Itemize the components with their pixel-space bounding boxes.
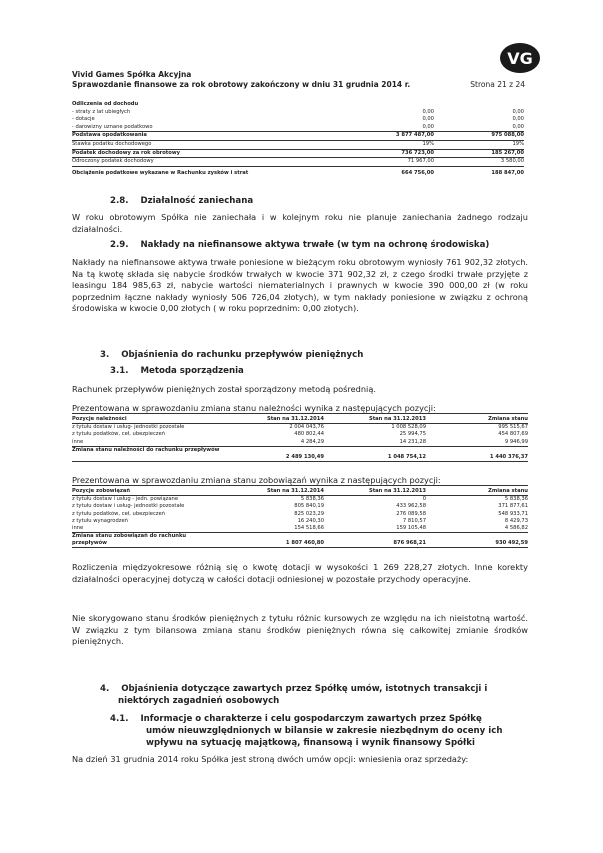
vivid-games-logo: [498, 41, 542, 75]
company-name: Vivid Games Spółka Akcyjna: [72, 70, 192, 79]
liabilities-cell: z tytułu dostaw i usług- jednostki pozostałe: [72, 503, 185, 510]
receivables-row: [72, 424, 528, 431]
liabilities-cell: 1 807 460,80: [285, 540, 324, 547]
liabilities-row: [72, 488, 528, 496]
options-text: Na dzień 31 grudnia 2014 roku Spółka jest stroną dwóch umów opcji: wniesienia oraz sprzedaży:: [72, 754, 469, 764]
grant-difference-text: Rozliczenia międzyokresowe różnią się o kwotę dotacji w wysokości 1 269 228,27 złotych. Inne korekty działalności operacyjnej dotyczą w całości dotacji odniesionej w pozostałe przychody operacyjne.: [72, 562, 528, 584]
tax-table-cell: - straty z lat ubiegłych: [72, 108, 131, 115]
liabilities-cell: 4 586,82: [504, 524, 528, 531]
liabilities-row: [72, 518, 528, 525]
receivables-cell: inne: [72, 438, 84, 445]
liabilities-cell: 7 810,57: [402, 517, 426, 524]
tax-table-row: [72, 124, 524, 133]
liabilities-row: [72, 525, 528, 532]
tax-table-row: [72, 158, 524, 167]
tax-table-cell: 0,00: [512, 108, 524, 115]
section-4-1-heading: [110, 714, 482, 724]
tax-table-row: [72, 101, 524, 109]
tax-table-cell: Obciążenie podatkowe wykazane w Rachunku zysków i strat: [72, 169, 249, 176]
liabilities-cell: 548 933,71: [498, 510, 528, 517]
receivables-cell: 2 489 130,49: [285, 453, 324, 460]
tax-table-row: [72, 167, 524, 180]
liabilities-cell: Zmiana stanu: [488, 488, 528, 494]
section-number: 3.1.: [110, 366, 129, 376]
tax-table-cell: 19%: [512, 140, 524, 147]
tax-table-cell: 3 580,00: [500, 158, 524, 165]
section-number: 2.8.: [110, 196, 129, 206]
section-title: Nakłady na niefinansowe aktywa trwałe (w tym na ochronę środowiska): [140, 240, 490, 250]
liabilities-cell: 433 962,58: [396, 503, 426, 510]
receivables-cell: 25 994,75: [399, 431, 426, 438]
receivables-row: [72, 446, 528, 462]
liabilities-cell: z tytułu wynagrodzeń: [72, 517, 128, 524]
tax-table: [72, 101, 524, 180]
tax-table-cell: 736 723,00: [401, 149, 434, 156]
liabilities-cell: 5 838,36: [300, 496, 324, 503]
liabilities-cell: 154 518,66: [294, 524, 324, 531]
receivables-row: [72, 439, 528, 446]
liabilities-cell: Stan na 31.12.2013: [368, 488, 426, 494]
tax-table-cell: Podstawa opodatkowania: [72, 132, 147, 139]
report-subtitle: Sprawozdanie finansowe za rok obrotowy zakończony w dniu 31 grudnia 2014 r.: [72, 80, 411, 89]
tax-table-cell: [446, 101, 524, 109]
tax-table-cell: Podatek dochodowy za rok obrotowy: [72, 149, 181, 156]
section-4-1-heading-line2: umów nieuwzględnionych w bilansie w zakresie niezbędnym do oceny ich: [146, 726, 503, 736]
liabilities-cell: z tytułu podatków, ceł, ubezpieczeń: [72, 510, 166, 517]
receivables-cell: Pozycje należności: [72, 416, 127, 422]
liabilities-cell: 5 838,36: [504, 496, 528, 503]
tax-table-cell: Stawka podatku dochodowego: [72, 140, 152, 147]
tax-table-cell: 0,00: [422, 116, 434, 123]
liabilities-cell: 159 105,48: [396, 524, 426, 531]
section-number: 3.: [100, 350, 110, 360]
tax-table-cell: 185 267,00: [491, 149, 524, 156]
liabilities-cell: Zmiana stanu zobowiązań do rachunku przepływów: [72, 533, 187, 547]
tax-table-row: [72, 141, 524, 150]
tax-table-row: [72, 150, 524, 159]
tax-table-cell: 188 847,00: [491, 169, 524, 176]
tax-table-cell: 664 756,00: [401, 169, 434, 176]
section-number: 2.9.: [110, 240, 129, 250]
tax-table-cell: 975 088,00: [491, 132, 524, 139]
liabilities-cell: 0: [422, 496, 426, 503]
tax-table-cell: Odliczenia od dochodu: [72, 101, 139, 107]
receivables-cell: Stan na 31.12.2013: [368, 416, 426, 422]
section-2-8-text: W roku obrotowym Spółka nie zaniechała i w kolejnym roku nie planuje zaniechania żadnego rodzaju działalności.: [72, 212, 528, 234]
tax-table-cell: 0,00: [512, 116, 524, 123]
tax-table-row: [72, 109, 524, 117]
section-3-1-text: Rachunek przepływów pieniężnych został sporządzony metodą pośrednią.: [72, 384, 376, 394]
liabilities-cell: z tytułu dostaw i usług - jedn. powiązane: [72, 496, 179, 503]
liabilities-caption: Prezentowana w sprawozdaniu zmiana stanu zobowiązań wynika z następujących pozycji:: [72, 475, 528, 486]
receivables-cell: 2 004 043,76: [289, 424, 324, 431]
liabilities-cell: 371 877,61: [498, 503, 528, 510]
tax-table-cell: - dotacje: [72, 116, 95, 123]
liabilities-cell: 825 023,29: [294, 510, 324, 517]
tax-table-cell: 19%: [422, 140, 434, 147]
section-3-1-heading: [110, 366, 244, 376]
tax-table-cell: 71 967,00: [407, 158, 434, 165]
tax-table-row: [72, 132, 524, 141]
receivables-caption: Prezentowana w sprawozdaniu zmiana stanu należności wynika z następujących pozycji:: [72, 403, 528, 414]
liabilities-cell: 876 968,21: [393, 540, 426, 547]
section-4-heading-cont: niektórych zagadnień osobowych: [118, 696, 280, 706]
receivables-cell: 9 946,99: [504, 438, 528, 445]
page-number: Strona 21 z 24: [470, 80, 525, 89]
fx-differences-text: Nie skorygowano stanu środków pieniężnych z tytułu różnic kursowych ze względu na ich nieistotną wartość. W związku z tym bilansowa zmiana stanu środków pieniężnych równa się całkowitej zmianie środków pieniężnych.: [72, 613, 528, 647]
liabilities-cell: 805 840,19: [294, 503, 324, 510]
section-title: Objaśnienia do rachunku przepływów pieniężnych: [121, 350, 364, 360]
section-number: 4.1.: [110, 714, 129, 724]
liabilities-cell: inne: [72, 524, 84, 531]
liabilities-cell: Stan na 31.12.2014: [266, 488, 324, 494]
receivables-cell: 1 440 376,37: [489, 453, 528, 460]
section-number: 4.: [100, 684, 110, 694]
section-4-heading: [100, 684, 487, 694]
receivables-cell: z tytułu dostaw i usług- jednostki pozostałe: [72, 424, 185, 431]
section-title: Metoda sporządzenia: [140, 366, 244, 376]
liabilities-row: [72, 511, 528, 518]
section-2-9-text: Nakłady na niefinansowe aktywa trwałe poniesione w bieżącym roku obrotowym wyniosły 761 902,32 złotych. Na tą kwotę składa się nabycie środków trwałych w kwocie 371 902,32 zł, z czego środki trwałe przyjęte z leasingu 184 985,63 zł, nabycie wartości niematerialnych i prawnych w kwocie 390 000,00 zł (w roku poprzednim łączne nakłady wyniosły 506 726,04 złotych), w tym nakłady poniesione w związku z ochroną środowiska w kwocie 0,00 złotych ( w roku poprzednim: 0,00 złotych).: [72, 257, 528, 314]
section-2-9-heading: [110, 240, 489, 250]
receivables-row: [72, 416, 528, 424]
receivables-cell: 14 231,28: [399, 438, 426, 445]
tax-table-cell: 0,00: [422, 108, 434, 115]
logo-lettering: VG: [507, 49, 533, 68]
tax-table-cell: [349, 101, 446, 109]
tax-table-cell: 0,00: [512, 123, 524, 130]
receivables-cell: 995 515,67: [498, 424, 528, 431]
liabilities-cell: 16 240,30: [297, 517, 324, 524]
receivables-row: [72, 431, 528, 438]
tax-table-cell: Odroczony podatek dochodowy: [72, 158, 154, 165]
liabilities-cell: 8 429,73: [504, 517, 528, 524]
liabilities-table: [72, 488, 528, 548]
section-title-line: Objaśnienia dotyczące zawartych przez Spółkę umów, istotnych transakcji i: [121, 684, 488, 694]
liabilities-row: [72, 496, 528, 503]
tax-table-cell: - darowizny uznane podatkowo: [72, 123, 153, 130]
receivables-cell: 454 807,69: [498, 431, 528, 438]
section-2-8-heading: [110, 196, 253, 206]
receivables-cell: Zmiana stanu należności do rachunku przepływów: [72, 446, 220, 453]
liabilities-row: [72, 532, 528, 548]
receivables-cell: Stan na 31.12.2014: [266, 416, 324, 422]
receivables-cell: 1 048 754,12: [387, 453, 426, 460]
receivables-cell: 4 284,29: [300, 438, 324, 445]
section-title: Działalność zaniechana: [140, 196, 254, 206]
receivables-cell: Zmiana stanu: [488, 416, 528, 422]
section-4-1-heading-line3: wpływu na sytuację majątkową, finansową i wynik finansowy Spółki: [146, 738, 475, 748]
liabilities-cell: 276 089,58: [396, 510, 426, 517]
section-3-heading: [100, 350, 363, 360]
tax-table-cell: 0,00: [422, 123, 434, 130]
receivables-cell: z tytułu podatków, ceł, ubezpieczeń: [72, 431, 166, 438]
section-title-line: Informacje o charakterze i celu gospodarczym zawartych przez Spółkę: [140, 714, 482, 724]
receivables-cell: 1 008 528,09: [391, 424, 426, 431]
tax-table-row: [72, 116, 524, 124]
liabilities-cell: Pozycje zobowiązań: [72, 488, 131, 494]
receivables-table: [72, 416, 528, 462]
receivables-cell: 480 802,44: [294, 431, 324, 438]
liabilities-cell: 930 492,59: [495, 540, 528, 547]
liabilities-row: [72, 503, 528, 510]
tax-table-cell: 3 877 487,00: [395, 132, 434, 139]
